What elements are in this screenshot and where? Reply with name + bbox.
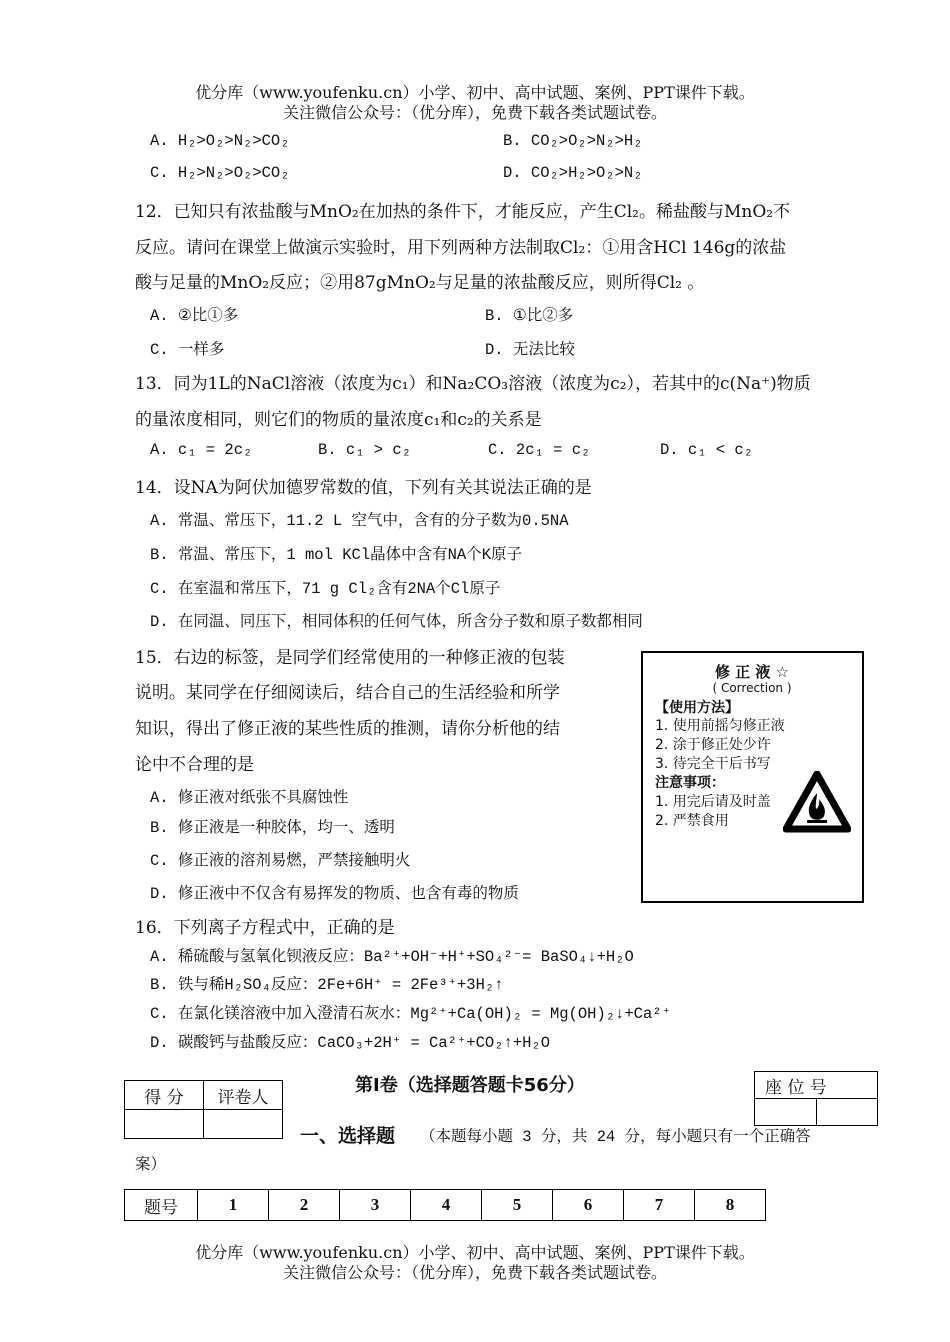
- q16-option-c: C. 在氯化镁溶液中加入澄清石灰水：Mg²⁺+Ca(OH)₂ = Mg(OH)₂↓+Ca²⁺: [150, 1005, 671, 1023]
- answer-number: 3: [340, 1190, 411, 1221]
- label-title: 修 正 液 ☆: [714, 663, 790, 681]
- header-line-2: 关注微信公众号：（优分库），免费下载各类试题试卷。: [282, 103, 667, 122]
- seat-number-cell-1[interactable]: [755, 1099, 817, 1126]
- q11-option-c: C. H₂>N₂>O₂>CO₂: [150, 164, 290, 182]
- q12-option-d: D. 无法比较: [485, 341, 575, 359]
- q12-stem-line-1: 12．已知只有浓盐酸与MnO₂在加热的条件下，才能反应，产生Cl₂。稀盐酸与MnO₂不: [135, 202, 791, 222]
- correction-fluid-label: [641, 651, 864, 903]
- answer-number: 7: [624, 1190, 695, 1221]
- q14-option-c: C. 在室温和常压下，71 g Cl₂含有2NA个Cl原子: [150, 580, 501, 598]
- score-cell[interactable]: [125, 1110, 204, 1139]
- answer-number: 8: [695, 1190, 766, 1221]
- q15-option-b: B. 修正液是一种胶体，均一、透明: [150, 819, 395, 837]
- q14-option-d: D. 在同温、同压下，相同体积的任何气体，所含分子数和原子数都相同: [150, 613, 643, 631]
- label-notes-heading: 注意事项：: [655, 775, 725, 791]
- q12-option-b: B. ①比②多: [485, 307, 574, 325]
- seat-number-label: 座 位 号: [755, 1072, 878, 1099]
- q12-option-a: A. ②比①多: [150, 307, 239, 325]
- q15-stem-line-2: 说明。某同学在仔细阅读后，结合自己的生活经验和所学: [135, 683, 560, 703]
- answer-number: 4: [411, 1190, 482, 1221]
- q14-option-a: A. 常温、常压下，11.2 L 空气中，含有的分子数为0.5NA: [150, 512, 569, 530]
- q13-option-b: B. c₁ > c₂: [318, 441, 412, 459]
- label-note-2: 2. 严禁食用: [655, 813, 729, 829]
- q15-stem-line-4: 论中不合理的是: [135, 755, 254, 775]
- q11-option-d: D. CO₂>H₂>O₂>N₂: [503, 164, 643, 182]
- answer-table: [124, 1189, 766, 1221]
- footer-line-2: 关注微信公众号：（优分库），免费下载各类试题试卷。: [282, 1263, 667, 1282]
- q16-stem: 16．下列离子方程式中，正确的是: [135, 918, 395, 938]
- section-1-note: （本题每小题 3 分，共 24 分，每小题只有一个正确答: [420, 1128, 811, 1146]
- answer-number: 1: [198, 1190, 269, 1221]
- grader-cell[interactable]: [204, 1110, 283, 1139]
- q16-option-b: B. 铁与稀H₂SO₄反应：2Fe+6H⁺ = 2Fe³⁺+3H₂↑: [150, 976, 504, 994]
- seat-number-table: [754, 1071, 878, 1126]
- section-title: 第Ⅰ卷（选择题答题卡56分）: [355, 1075, 585, 1096]
- score-table: [124, 1080, 283, 1139]
- grader-header: 评卷人: [204, 1081, 283, 1110]
- q14-stem: 14．设NA为阿伏加德罗常数的值，下列有关其说法正确的是: [135, 478, 592, 498]
- q15-option-c: C. 修正液的溶剂易燃，严禁接触明火: [150, 852, 411, 870]
- q12-stem-line-2: 反应。请问在课堂上做演示实验时，用下列两种方法制取Cl₂：①用含HCl 146g的浓盐: [135, 238, 787, 258]
- label-usage-1: 1. 使用前摇匀修正液: [655, 718, 785, 734]
- q15-stem-line-1: 15．右边的标签，是同学们经常使用的一种修正液的包装: [135, 648, 565, 668]
- q16-option-a: A. 稀硫酸与氢氧化钡液反应：Ba²⁺+OH⁻+H⁺+SO₄²⁻= BaSO₄↓+H₂O: [150, 948, 634, 966]
- q15-option-d: D. 修正液中不仅含有易挥发的物质、也含有毒的物质: [150, 885, 519, 903]
- score-header: 得 分: [125, 1081, 204, 1110]
- q13-option-c: C. 2c₁ = c₂: [488, 441, 591, 459]
- q15-stem-line-3: 知识，得出了修正液的某些性质的推测，请你分析他的结: [135, 719, 560, 739]
- seat-number-cell-2[interactable]: [816, 1099, 878, 1126]
- q15-option-a: A. 修正液对纸张不具腐蚀性: [150, 789, 349, 807]
- answer-table-head: 题号: [125, 1190, 198, 1221]
- answer-number: 5: [482, 1190, 553, 1221]
- q12-option-c: C. 一样多: [150, 341, 225, 359]
- label-note-1: 1. 用完后请及时盖: [655, 794, 771, 810]
- q11-option-a: A. H₂>O₂>N₂>CO₂: [150, 132, 290, 150]
- answer-number: 2: [269, 1190, 340, 1221]
- section-1-note-cont: 案）: [135, 1156, 167, 1174]
- q11-option-b: B. CO₂>O₂>N₂>H₂: [503, 132, 643, 150]
- q13-option-a: A. c₁ = 2c₂: [150, 441, 253, 459]
- answer-number: 6: [553, 1190, 624, 1221]
- q14-option-b: B. 常温、常压下，1 mol KCl晶体中含有NA个K原子: [150, 546, 523, 564]
- flammable-warning-icon: [783, 771, 851, 833]
- label-usage-2: 2. 涂于修正处少许: [655, 737, 771, 753]
- q13-stem-line-2: 的量浓度相同，则它们的物质的量浓度c₁和c₂的关系是: [135, 410, 542, 430]
- header-line-1: 优分库（www.youfenku.cn）小学、初中、高中试题、案例、PPT课件下载。: [195, 83, 755, 102]
- section-1-heading: 一、选择题: [300, 1125, 396, 1147]
- footer-line-1: 优分库（www.youfenku.cn）小学、初中、高中试题、案例、PPT课件下载。: [195, 1243, 755, 1262]
- q12-stem-line-3: 酸与足量的MnO₂反应；②用87gMnO₂与足量的浓盐酸反应，则所得Cl₂ 。: [135, 273, 705, 293]
- label-usage-heading: 【使用方法】: [655, 700, 739, 716]
- q13-option-d: D. c₁ < c₂: [660, 441, 754, 459]
- q16-option-d: D. 碳酸钙与盐酸反应：CaCO₃+2H⁺ = Ca²⁺+CO₂↑+H₂O: [150, 1034, 551, 1052]
- label-usage-3: 3. 待完全干后书写: [655, 756, 771, 772]
- label-subtitle: ( Correction ): [712, 681, 792, 695]
- q13-stem-line-1: 13．同为1L的NaCl溶液（浓度为c₁）和Na₂CO₃溶液（浓度为c₂），若其中的c(Na⁺)物质: [135, 374, 811, 394]
